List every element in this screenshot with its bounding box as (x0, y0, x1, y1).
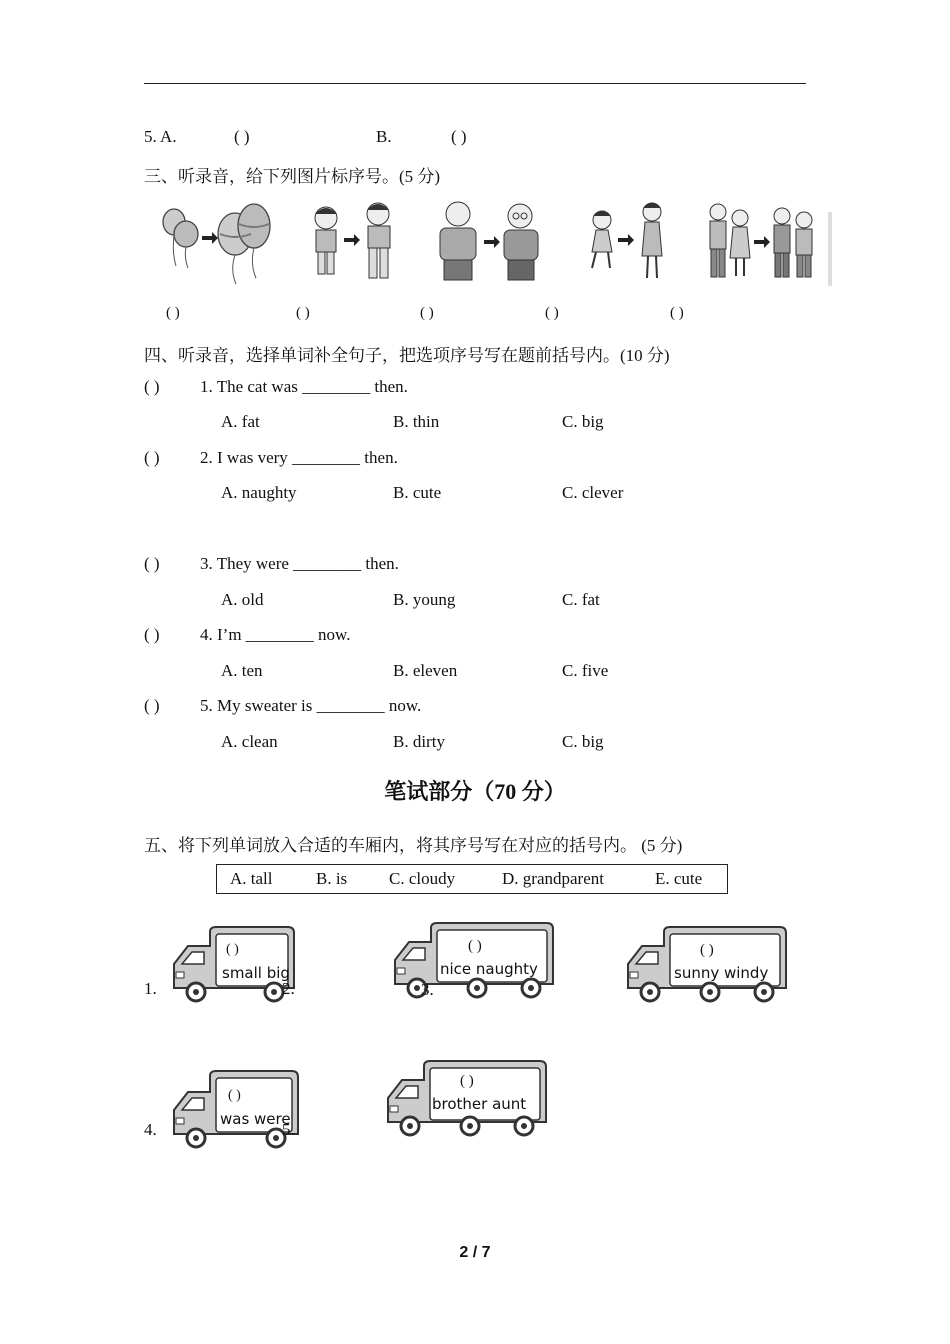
answer-paren[interactable]: ( ) (144, 696, 160, 715)
q5-paren-b[interactable]: ( ) (451, 127, 467, 146)
section3-heading: 三、听录音，给下列图片标序号。(5 分) (144, 167, 441, 186)
q5-paren-a[interactable]: ( ) (234, 127, 250, 146)
option-c: C. big (562, 412, 604, 431)
option-c: C. five (562, 661, 609, 680)
word-option: E. cute (655, 869, 703, 888)
question-text: 4. I’m ________ now. (200, 625, 351, 644)
picture-paren-5[interactable]: ( ) (670, 305, 684, 321)
family-aging-picture (704, 198, 832, 286)
section4-heading: 四、听录音，选择单词补全句子，把选项序号写在题前括号内。(10 分) (144, 346, 670, 365)
option-b: B. young (393, 590, 456, 609)
answer-paren[interactable]: ( ) (144, 448, 160, 467)
truck-words: was were (220, 1110, 291, 1128)
truck-paren[interactable]: ( ) (468, 938, 482, 954)
truck-words: small big (222, 964, 290, 982)
answer-paren[interactable]: ( ) (144, 377, 160, 396)
option-a: A. fat (221, 412, 260, 431)
truck-paren[interactable]: ( ) (228, 1088, 241, 1103)
option-a: A. ten (221, 661, 263, 680)
page-number: 2 / 7 (459, 1244, 491, 1261)
truck-paren[interactable]: ( ) (226, 942, 239, 957)
truck-number: 2. (282, 979, 295, 998)
word-option: C. cloudy (389, 869, 456, 888)
truck-number: 3. (421, 980, 434, 999)
option-a: A. old (221, 590, 264, 609)
answer-paren[interactable]: ( ) (144, 554, 160, 573)
q5-label: 5. A. (144, 127, 177, 146)
option-c: C. clever (562, 483, 624, 502)
question-text: 2. I was very ________ then. (200, 448, 398, 467)
answer-paren[interactable]: ( ) (144, 625, 160, 644)
truck-words: sunny windy (674, 964, 769, 982)
word-option: D. grandparent (502, 869, 604, 888)
option-a: A. clean (221, 732, 278, 751)
option-b: B. eleven (393, 661, 458, 680)
truck-number: 4. (144, 1120, 157, 1139)
picture-paren-4[interactable]: ( ) (545, 305, 559, 321)
picture-paren-3[interactable]: ( ) (420, 305, 434, 321)
truck-number: 5. (282, 1120, 295, 1139)
picture-paren-1[interactable]: ( ) (166, 305, 180, 321)
picture-paren-2[interactable]: ( ) (296, 305, 310, 321)
word-bank-box (216, 864, 728, 894)
truck-number: 1. (144, 979, 157, 998)
boy-growing-picture (306, 198, 406, 286)
q5-b-label: B. (376, 127, 392, 146)
option-b: B. dirty (393, 732, 445, 751)
word-option: B. is (316, 869, 348, 888)
option-b: B. thin (393, 412, 440, 431)
truck-words: nice naughty (440, 960, 538, 978)
option-c: C. fat (562, 590, 600, 609)
option-a: A. naughty (221, 483, 297, 502)
section5-heading: 五、将下列单词放入合适的车厢内，将其序号写在对应的括号内。 (5 分) (144, 836, 683, 855)
written-part-title: 笔试部分（70 分） (384, 779, 566, 804)
option-b: B. cute (393, 483, 442, 502)
question-text: 5. My sweater is ________ now. (200, 696, 422, 715)
question-text: 1. The cat was ________ then. (200, 377, 408, 396)
word-option: A. tall (230, 869, 273, 888)
truck-paren[interactable]: ( ) (460, 1073, 474, 1089)
option-c: C. big (562, 732, 604, 751)
man-aging-picture (434, 198, 546, 286)
question-text: 3. They were ________ then. (200, 554, 399, 573)
truck-paren[interactable]: ( ) (700, 942, 714, 958)
truck-words: brother aunt (432, 1095, 527, 1113)
girl-growing-picture (582, 198, 672, 286)
balloons-picture (158, 198, 276, 286)
header-rule (144, 83, 806, 84)
